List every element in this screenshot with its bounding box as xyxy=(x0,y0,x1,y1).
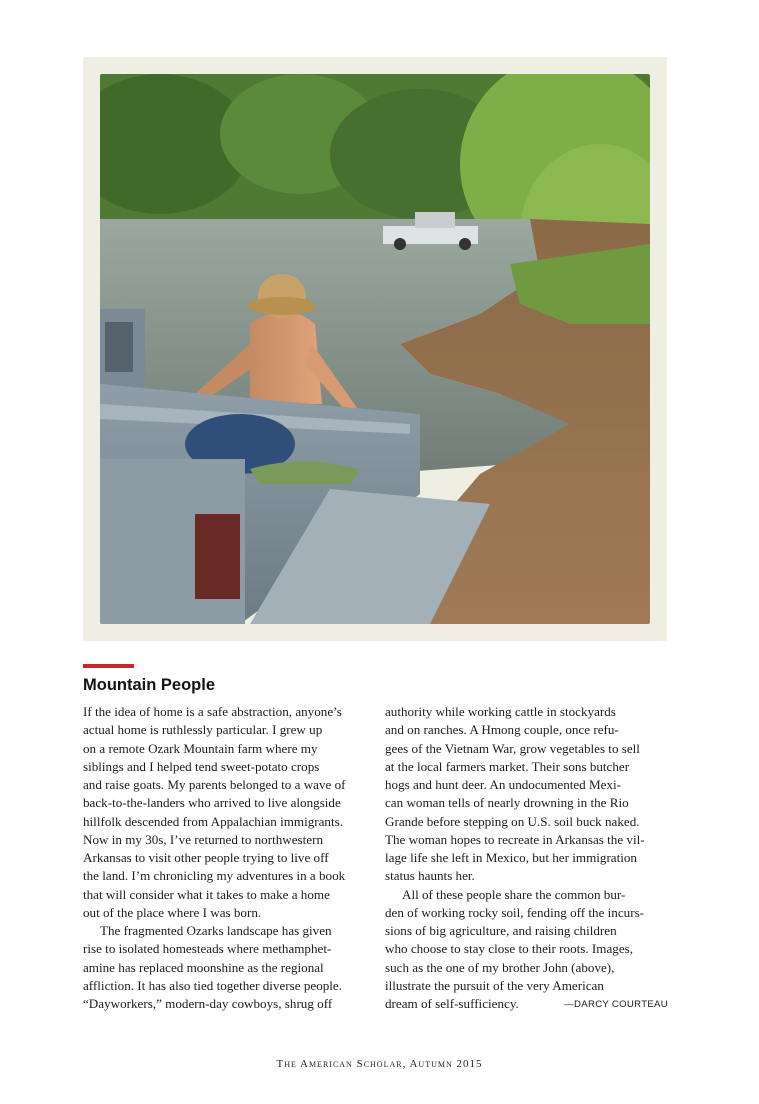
text-line: out of the place where I was born. xyxy=(83,904,262,920)
article-title: Mountain People xyxy=(83,676,215,694)
paragraph xyxy=(385,886,668,1014)
text-line: and on ranches. A Hmong couple, once refu- xyxy=(385,722,619,738)
text-line: Arkansas to visit other people trying to live off xyxy=(83,850,329,865)
paragraph xyxy=(83,703,367,922)
text-line: Now in my 30s, I’ve returned to northwestern xyxy=(83,831,323,847)
text-line: All of these people share the common bur- xyxy=(402,886,626,902)
text-line: the land. I’m chronicling my adventures in a book xyxy=(83,868,346,884)
text-line: hillfolk descended from Appalachian immigrants. xyxy=(83,813,343,829)
text-line: status haunts her. xyxy=(385,868,475,884)
accent-bar xyxy=(83,664,134,668)
text-line: can woman tells of nearly drowning in the Rio xyxy=(385,795,629,811)
text-line: Grande before stepping on U.S. soil buck naked. xyxy=(385,813,640,829)
paragraph xyxy=(385,703,668,886)
text-line: The fragmented Ozarks landscape has given xyxy=(100,923,332,938)
article-column-right xyxy=(385,703,668,1014)
text-line: gees of the Vietnam War, grow vegetables to sell xyxy=(385,740,640,756)
article-column-left xyxy=(83,703,367,1013)
text-line: who choose to stay close to their roots. Images, xyxy=(385,941,634,957)
page-footer: The American Scholar, Autumn 2015 xyxy=(276,1058,483,1070)
paragraph xyxy=(83,922,367,1013)
text-line: illustrate the pursuit of the very American xyxy=(385,977,604,993)
text-line: siblings and I helped tend sweet-potato crops xyxy=(83,758,320,774)
text-line: and raise goats. My parents belonged to a wave of xyxy=(83,777,346,792)
text-line: hogs and hunt deer. An undocumented Mexi- xyxy=(385,777,622,792)
text-line: affliction. It has also tied together diverse people. xyxy=(83,977,343,993)
text-line: sions of big agriculture, and raising children xyxy=(385,923,617,938)
text-line: lage life she left in Mexico, but her immigration xyxy=(385,850,637,865)
text-line: rise to isolated homesteads where methamphet- xyxy=(83,941,332,957)
photo-frame xyxy=(83,57,667,641)
text-line: dream of self-sufficiency. xyxy=(385,996,519,1011)
river-truck-photo xyxy=(100,74,650,624)
text-line: at the local farmers market. Their sons butcher xyxy=(385,758,630,774)
text-line: authority while working cattle in stockyards xyxy=(385,704,616,719)
text-line: amine has replaced moonshine as the regional xyxy=(83,959,324,975)
author-byline: —DARCY COURTEAU xyxy=(564,999,668,1010)
text-line: If the idea of home is a safe abstraction, anyone’s xyxy=(83,704,342,719)
text-line: “Dayworkers,” modern-day cowboys, shrug off xyxy=(83,996,333,1011)
text-line: such as the one of my brother John (above), xyxy=(385,959,615,975)
text-line: back-to-the-landers who arrived to live alongside xyxy=(83,795,341,811)
text-line: that will consider what it takes to make a home xyxy=(83,886,330,902)
text-line: den of working rocky soil, fending off the incurs- xyxy=(385,904,645,920)
text-line: actual home is ruthlessly particular. I grew up xyxy=(83,722,323,738)
text-line: on a remote Ozark Mountain farm where my xyxy=(83,740,318,756)
last-text-line xyxy=(385,995,668,1013)
text-line: The woman hopes to recreate in Arkansas the vil- xyxy=(385,831,645,847)
